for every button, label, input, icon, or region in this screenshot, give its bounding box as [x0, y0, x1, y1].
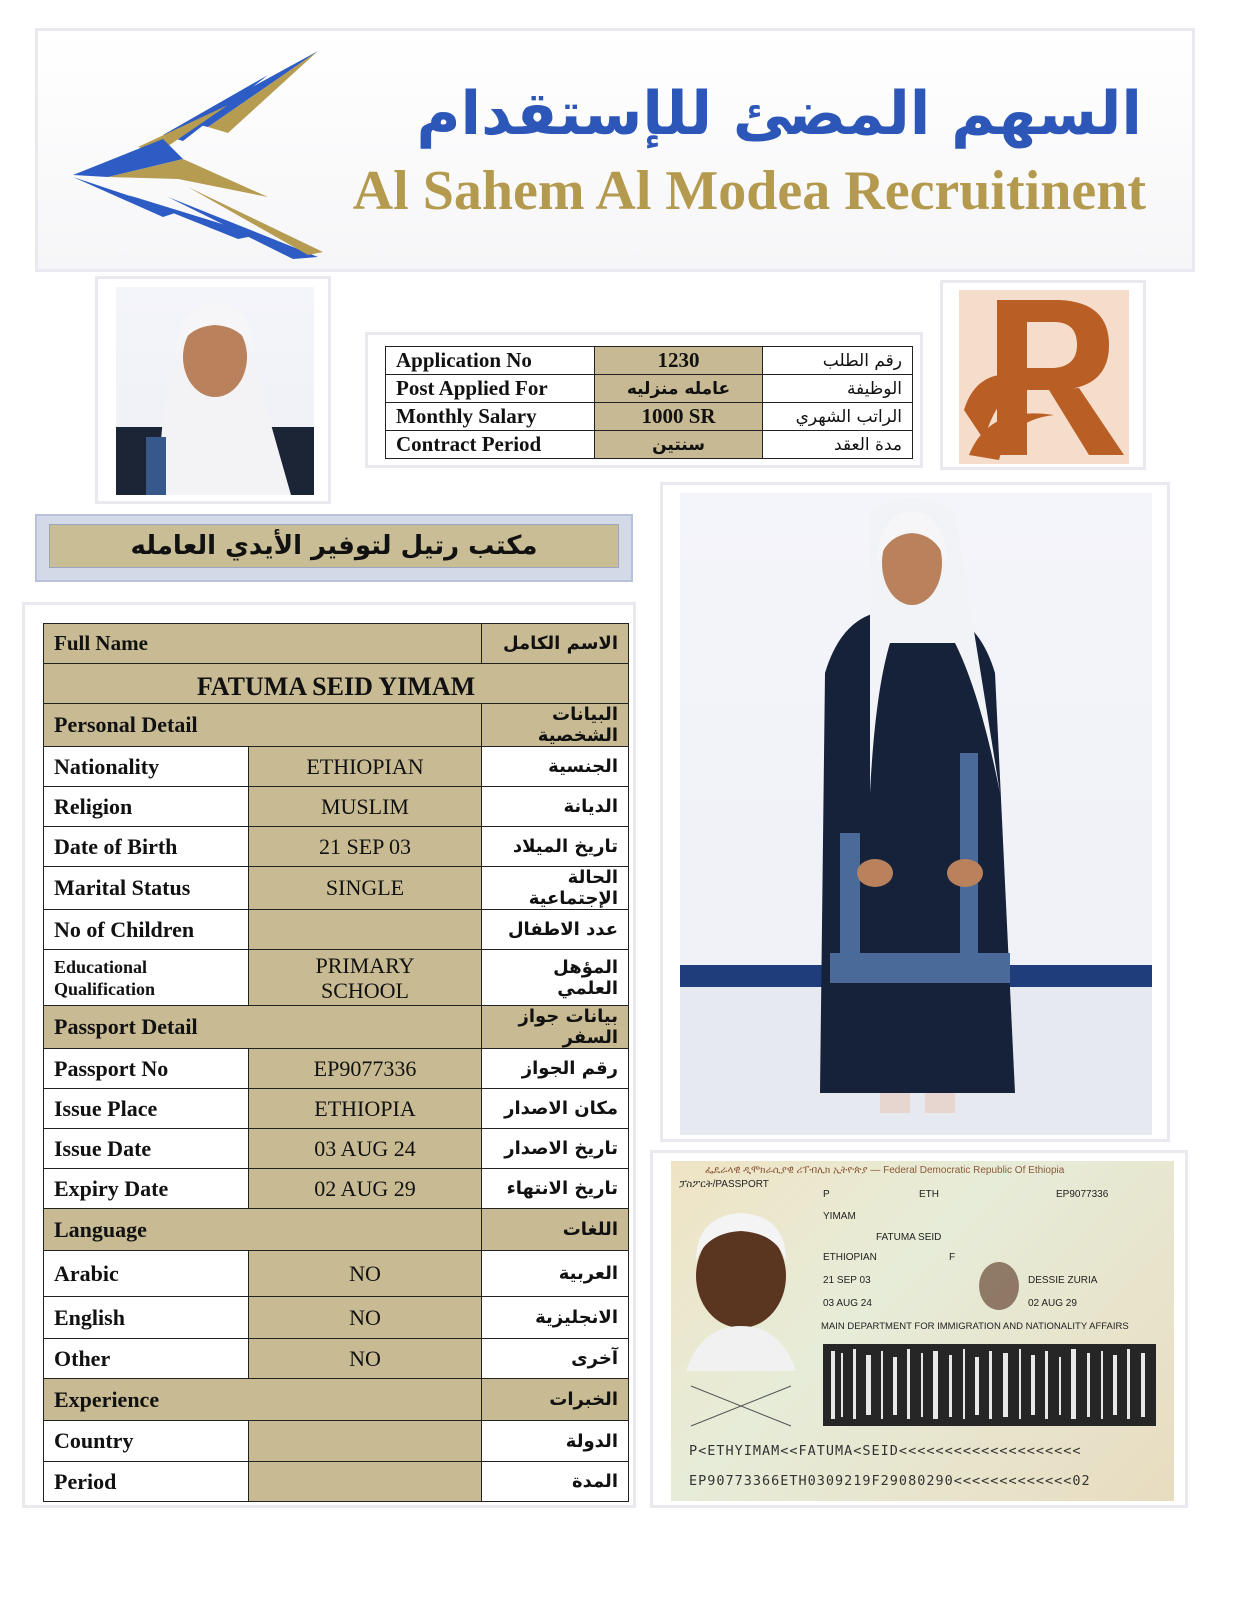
education-label-line2: Qualification: [54, 978, 156, 999]
full-body-photo: [680, 493, 1152, 1135]
section-header: [44, 704, 629, 747]
children-label: No of Children: [44, 910, 249, 950]
expiry-date-label-ar: تاريخ الانتهاء: [482, 1169, 629, 1209]
other-language-value: NO: [249, 1339, 482, 1379]
period-label: Period: [44, 1462, 249, 1502]
application-info-box: [365, 332, 923, 468]
table-row: [44, 1339, 629, 1379]
education-value-line2: SCHOOL: [320, 977, 409, 1003]
worker-details-box: [22, 602, 636, 1508]
portrait-photo-frame: [95, 276, 331, 504]
passport-given-names: FATUMA SEID: [876, 1232, 942, 1243]
table-row: [44, 910, 629, 950]
passport-scan: [671, 1161, 1174, 1501]
table-row: [386, 347, 913, 375]
table-row: [44, 664, 629, 704]
agency-logo-frame: [940, 280, 1146, 470]
table-row: [44, 1089, 629, 1129]
issue-date-label-ar: تاريخ الاصدار: [482, 1129, 629, 1169]
office-name: مكتب رتيل لتوفير الأيدي العامله: [130, 531, 538, 561]
table-row: [44, 1169, 629, 1209]
company-name-arabic: السهم المضئ للإستقدام: [416, 79, 1142, 149]
passport-header: ፌዴራላዊ ዲሞክራሲያዊ ሪፐብሊክ ኢትዮጵያ — Federal Democratic Republic Of Ethiopia: [705, 1165, 1065, 1176]
nationality-label: Nationality: [44, 747, 249, 787]
table-row: [386, 431, 913, 459]
experience-title: Experience: [44, 1379, 482, 1421]
contract-period-label: Contract Period: [386, 431, 595, 459]
experience-title-ar: الخبرات: [482, 1379, 629, 1421]
application-no-label-ar: رقم الطلب: [763, 347, 913, 375]
passport-doc-label: ፓስፖርት/PASSPORT: [679, 1179, 769, 1190]
application-info-table: [385, 346, 913, 459]
marital-status-value: SINGLE: [249, 867, 482, 910]
dob-label: Date of Birth: [44, 827, 249, 867]
issue-date-label: Issue Date: [44, 1129, 249, 1169]
section-header: [44, 1209, 629, 1251]
country-value: [249, 1421, 482, 1462]
passport-nationality: ETHIOPIAN: [823, 1252, 877, 1263]
period-value: [249, 1462, 482, 1502]
education-label-ar: المؤهل العلمي: [482, 950, 629, 1006]
passport-authority: MAIN DEPARTMENT FOR IMMIGRATION AND NATIONALITY AFFAIRS: [821, 1321, 1129, 1332]
table-row: [44, 747, 629, 787]
dob-value: 21 SEP 03: [249, 827, 482, 867]
expiry-date-value: 02 AUG 29: [249, 1169, 482, 1209]
table-row: [44, 1462, 629, 1502]
language-title-ar: اللغات: [482, 1209, 629, 1251]
arabic-label: Arabic: [44, 1251, 249, 1297]
issue-place-label-ar: مكان الاصدار: [482, 1089, 629, 1129]
table-row: [44, 1049, 629, 1089]
section-header: [44, 1379, 629, 1421]
other-language-label-ar: آخرى: [482, 1339, 629, 1379]
language-title: Language: [44, 1209, 482, 1251]
contract-period-label-ar: مدة العقد: [763, 431, 913, 459]
issue-date-value: 03 AUG 24: [249, 1129, 482, 1169]
passport-no-label: Passport No: [44, 1049, 249, 1089]
company-name-english: Al Sahem Al Modea Recruitinent: [352, 160, 1146, 222]
issue-place-value: ETHIOPIA: [249, 1089, 482, 1129]
passport-issue-date: 03 AUG 24: [823, 1298, 872, 1309]
religion-label: Religion: [44, 787, 249, 827]
passport-type: P: [823, 1189, 830, 1200]
passport-dob: 21 SEP 03: [823, 1275, 871, 1286]
english-label-ar: الانجليزية: [482, 1297, 629, 1339]
children-value: [249, 910, 482, 950]
english-value: NO: [249, 1297, 482, 1339]
dob-label-ar: تاريخ الميلاد: [482, 827, 629, 867]
marital-status-label-ar: الحالة الإجتماعية: [482, 867, 629, 910]
passport-place-of-birth: DESSIE ZURIA: [1028, 1275, 1098, 1286]
passport-mrz-line1: P<ETHYIMAM<<FATUMA<SEID<<<<<<<<<<<<<<<<<<<<: [689, 1443, 1082, 1459]
full-name-label-ar: الاسم الكامل: [482, 624, 629, 664]
education-value-line1: PRIMARY: [315, 952, 415, 978]
religion-label-ar: الديانة: [482, 787, 629, 827]
table-row: [44, 867, 629, 910]
table-row: [44, 950, 629, 1006]
english-label: English: [44, 1297, 249, 1339]
post-applied-value: عامله منزليه: [595, 375, 763, 403]
passport-detail-title-ar: بيانات جواز السفر: [482, 1006, 629, 1049]
post-applied-label-ar: الوظيفة: [763, 375, 913, 403]
nationality-value: ETHIOPIAN: [249, 747, 482, 787]
table-row: [44, 1251, 629, 1297]
marital-status-label: Marital Status: [44, 867, 249, 910]
contract-period-value: سنتين: [595, 431, 763, 459]
table-row: [44, 624, 629, 664]
nationality-label-ar: الجنسية: [482, 747, 629, 787]
worker-details-table: [43, 623, 629, 1502]
period-label-ar: المدة: [482, 1462, 629, 1502]
passport-no-value: EP9077336: [249, 1049, 482, 1089]
table-row: [44, 1129, 629, 1169]
application-no-label: Application No: [386, 347, 595, 375]
agency-r-logo-icon: [959, 290, 1129, 464]
post-applied-label: Post Applied For: [386, 375, 595, 403]
passport-number: EP9077336: [1056, 1189, 1109, 1200]
arabic-label-ar: العربية: [482, 1251, 629, 1297]
personal-detail-title-ar: البيانات الشخصية: [482, 704, 629, 747]
issue-place-label: Issue Place: [44, 1089, 249, 1129]
education-value: [249, 950, 482, 1006]
passport-sex: F: [949, 1252, 956, 1263]
passport-expiry-date: 02 AUG 29: [1028, 1298, 1077, 1309]
religion-value: MUSLIM: [249, 787, 482, 827]
table-row: [44, 827, 629, 867]
passport-scan-frame: [650, 1150, 1188, 1508]
passport-no-label-ar: رقم الجواز: [482, 1049, 629, 1089]
education-label: [44, 950, 249, 1006]
table-row: [44, 1421, 629, 1462]
company-logo-arrow-icon: [68, 47, 328, 262]
monthly-salary-label-ar: الراتب الشهري: [763, 403, 913, 431]
header-banner: [35, 28, 1195, 272]
passport-surname: YIMAM: [823, 1211, 856, 1222]
full-name-label: Full Name: [44, 624, 482, 664]
passport-code: ETH: [919, 1189, 939, 1200]
passport-mrz-line2: EP90773366ETH0309219F29080290<<<<<<<<<<<<<02: [689, 1473, 1091, 1489]
office-name-banner: [35, 514, 633, 582]
country-label: Country: [44, 1421, 249, 1462]
passport-detail-title: Passport Detail: [44, 1006, 482, 1049]
table-row: [386, 403, 913, 431]
table-row: [386, 375, 913, 403]
arabic-value: NO: [249, 1251, 482, 1297]
portrait-photo: [116, 287, 314, 495]
education-label-line1: Educational: [54, 956, 148, 977]
personal-detail-title: Personal Detail: [44, 704, 482, 747]
table-row: [44, 787, 629, 827]
country-label-ar: الدولة: [482, 1421, 629, 1462]
application-no-value: 1230: [595, 347, 763, 375]
monthly-salary-label: Monthly Salary: [386, 403, 595, 431]
full-name-value: FATUMA SEID YIMAM: [44, 664, 629, 704]
monthly-salary-value: 1000 SR: [595, 403, 763, 431]
section-header: [44, 1006, 629, 1049]
children-label-ar: عدد الاطفال: [482, 910, 629, 950]
expiry-date-label: Expiry Date: [44, 1169, 249, 1209]
full-body-photo-frame: [660, 482, 1170, 1142]
table-row: [44, 1297, 629, 1339]
other-language-label: Other: [44, 1339, 249, 1379]
